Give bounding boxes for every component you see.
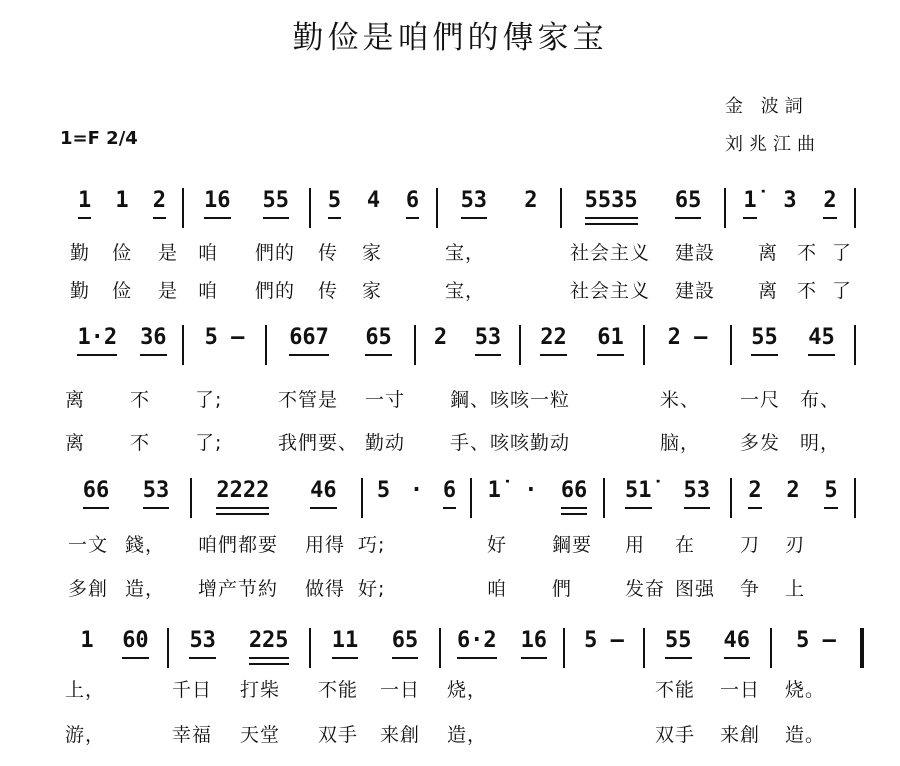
lyric-segment: 不 <box>130 389 151 411</box>
note-group: 4 <box>366 188 381 213</box>
lyric-segment: 造， <box>447 724 488 746</box>
key-signature: 1=F 2/4 <box>60 128 138 149</box>
lyric-segment: 上 <box>785 578 806 600</box>
lyric-segment: 們 <box>552 578 573 600</box>
measure <box>66 325 178 365</box>
barline <box>563 628 565 668</box>
measure <box>525 325 639 365</box>
lyric-segment: 多創 <box>68 578 109 600</box>
note-group: 16 <box>204 188 231 219</box>
note-group: 667 <box>289 325 329 356</box>
measure <box>66 628 163 668</box>
barline <box>414 325 416 365</box>
note-group: 1 <box>115 188 129 213</box>
lyric-segment: 建設 <box>675 280 716 302</box>
lyric-segment: 勤动 <box>365 432 406 454</box>
note-group: 5 — <box>584 628 624 653</box>
lyrics-verse-2 <box>0 276 900 306</box>
barline <box>265 325 267 365</box>
lyric-segment: 做得 <box>305 578 346 600</box>
note-group: 5 — <box>204 325 245 350</box>
note-group: 60 <box>122 628 149 659</box>
lyric-segment: 了 <box>832 280 853 302</box>
note-group: 1 <box>78 188 91 219</box>
staff-row <box>0 478 900 524</box>
note-group: 36 <box>140 325 167 356</box>
measure <box>609 478 726 518</box>
barline <box>439 628 441 668</box>
composer-credit: 刘兆江曲 <box>725 134 821 155</box>
note-group: 2 <box>748 478 761 509</box>
barline <box>309 628 311 668</box>
lyrics-verse-2 <box>0 720 900 750</box>
lyric-segment: 传 <box>318 242 339 264</box>
lyric-segment: 好; <box>358 578 386 600</box>
lyric-segment: 离 <box>758 280 779 302</box>
lyric-segment: 俭 <box>112 242 133 264</box>
measure <box>173 628 305 668</box>
lyric-segment: 离 <box>65 432 86 454</box>
note-group: 65 <box>392 628 419 659</box>
lyric-segment: 是 <box>158 242 179 264</box>
barline <box>560 188 562 228</box>
lyric-segment: 用得 <box>305 534 346 556</box>
lyric-segment: 巧; <box>358 534 386 556</box>
lyric-segment: 勤 <box>70 280 91 302</box>
barline <box>361 478 363 518</box>
note-group: 225 <box>249 628 289 659</box>
note-group: 46 <box>724 628 751 659</box>
staff-row <box>0 325 900 371</box>
measure <box>315 188 432 228</box>
barline <box>182 325 184 365</box>
lyric-segment: 手、咳咳 <box>450 432 531 454</box>
note-group: 11 <box>332 628 359 659</box>
lyric-segment: 一尺 <box>740 389 781 411</box>
note-group: 2222 <box>216 478 269 509</box>
lyric-segment: 一文 <box>68 534 109 556</box>
lyric-segment: 游， <box>65 724 106 746</box>
lyric-segment: 了; <box>195 432 223 454</box>
lyric-segment: 了 <box>832 242 853 264</box>
note-group: 45 <box>808 325 835 356</box>
lyric-segment: 在 <box>675 534 696 556</box>
measure <box>649 628 766 668</box>
barline <box>730 478 732 518</box>
note-group: 16 <box>521 628 548 659</box>
note-group: 2 <box>786 478 800 503</box>
lyric-segment: 双手 <box>318 724 359 746</box>
note-group: 5 — <box>796 628 836 653</box>
measure <box>315 628 435 668</box>
lyric-segment: 咱 <box>198 242 219 264</box>
note-group: 66 <box>83 478 110 509</box>
lyrics-verse-1 <box>0 675 900 705</box>
lyric-segment: 一日 <box>380 679 421 701</box>
lyric-segment: 不 <box>797 280 818 302</box>
lyric-segment: 用 <box>625 534 646 556</box>
lyric-segment: 不能 <box>655 679 696 701</box>
lyric-segment: 天堂 <box>240 724 281 746</box>
measure <box>188 325 261 365</box>
lyric-segment: 不 <box>797 242 818 264</box>
note-group: 5 <box>824 478 837 509</box>
note-group: 22 <box>540 325 567 356</box>
barline <box>182 188 184 228</box>
lyric-segment: 錢， <box>125 534 166 556</box>
lyric-segment: 咱們都要 <box>198 534 279 556</box>
note-group: 65 <box>365 325 392 356</box>
lyric-segment: 打柴 <box>240 679 281 701</box>
lyric-segment: 双手 <box>655 724 696 746</box>
note-group: 53 <box>189 628 216 659</box>
barline <box>770 628 772 668</box>
lyric-segment: 社会主义 <box>570 242 651 264</box>
measure <box>188 188 305 228</box>
lyric-segment: 幸福 <box>172 724 213 746</box>
lyric-segment: 来創 <box>720 724 761 746</box>
lyric-segment: 脑， <box>660 432 701 454</box>
lyric-segment: 建設 <box>675 242 716 264</box>
measure <box>736 325 850 365</box>
lyric-segment: 刀 <box>740 534 761 556</box>
lyric-segment: 不管是 <box>278 389 339 411</box>
lyric-segment: 发奋 <box>625 578 666 600</box>
lyric-segment: 我們要、 <box>278 432 359 454</box>
final-barline <box>860 628 864 668</box>
measure <box>66 188 178 228</box>
measure <box>776 628 856 668</box>
lyric-segment: 宝， <box>445 242 486 264</box>
note-group: 55 <box>665 628 692 659</box>
lyric-segment: 烧。 <box>785 679 826 701</box>
lyrics-verse-1 <box>0 530 900 560</box>
note-group: 2 <box>823 188 836 219</box>
barline <box>854 325 856 365</box>
lyric-segment: 家 <box>362 280 383 302</box>
note-group: 2 <box>433 325 448 350</box>
note-group: 53 <box>684 478 711 509</box>
note-group: 1̇ <box>743 188 756 219</box>
lyric-segment: 俭 <box>112 280 133 302</box>
measure <box>476 478 599 518</box>
barline <box>643 628 645 668</box>
lyric-segment: 传 <box>318 280 339 302</box>
lyric-segment: 是 <box>158 280 179 302</box>
note-group: 61 <box>597 325 624 356</box>
measure <box>271 325 410 365</box>
measure <box>196 478 357 518</box>
lyric-segment: 家 <box>362 242 383 264</box>
lyrics-verse-1 <box>0 385 900 415</box>
barline <box>436 188 438 228</box>
barline <box>643 325 645 365</box>
measure <box>420 325 515 365</box>
barline <box>309 188 311 228</box>
lyric-segment: 离 <box>65 389 86 411</box>
measure <box>730 188 850 228</box>
lyric-segment: 米、 <box>660 389 701 411</box>
lyric-segment: 咱 <box>198 280 219 302</box>
note-group: 6 <box>443 478 456 509</box>
note-group: 1·2 <box>77 325 117 356</box>
barline <box>603 478 605 518</box>
note-group: 51̇ <box>625 478 652 509</box>
lyric-segment: 勤 <box>70 242 91 264</box>
barline <box>730 325 732 365</box>
note-group: 53 <box>143 478 170 509</box>
lyric-segment: 宝， <box>445 280 486 302</box>
lyric-segment: 刃 <box>785 534 806 556</box>
lyric-segment: 图强 <box>675 578 716 600</box>
lyric-segment: 鋼、咳咳 <box>450 389 531 411</box>
note-group: 53 <box>461 188 488 219</box>
lyric-segment: 一日 <box>720 679 761 701</box>
measure <box>367 478 466 518</box>
measure <box>569 628 639 668</box>
note-group: 46 <box>310 478 337 509</box>
staff-row <box>0 628 900 674</box>
barline <box>167 628 169 668</box>
lyric-segment: 布、 <box>800 389 841 411</box>
measure <box>736 478 850 518</box>
lyric-segment: 咱 <box>487 578 508 600</box>
lyric-segment: 一寸 <box>365 389 406 411</box>
lyric-segment: 离 <box>758 242 779 264</box>
note-group: 2 <box>153 188 166 219</box>
lyric-segment: 不 <box>130 432 151 454</box>
barline <box>190 478 192 518</box>
lyricist-credit: 金 波詞 <box>725 96 809 117</box>
lyric-segment: 千日 <box>172 679 213 701</box>
note-group: 6·2 <box>457 628 497 659</box>
lyric-segment: 不能 <box>318 679 359 701</box>
note-group: 55 <box>751 325 778 356</box>
barline <box>724 188 726 228</box>
lyric-segment: 明， <box>800 432 841 454</box>
lyrics-verse-2 <box>0 428 900 458</box>
lyric-segment: 造， <box>125 578 166 600</box>
note-group: 66 <box>561 478 588 509</box>
lyric-segment: 社会主义 <box>570 280 651 302</box>
note-group: 65 <box>675 188 702 219</box>
lyric-segment: 一粒 <box>530 389 571 411</box>
measure <box>445 628 559 668</box>
lyric-segment: 造。 <box>785 724 826 746</box>
barline <box>854 478 856 518</box>
note-group: 5535 <box>585 188 638 219</box>
lyric-segment: 上， <box>65 679 106 701</box>
staff-row <box>0 188 900 234</box>
barline <box>854 188 856 228</box>
barline <box>519 325 521 365</box>
measure <box>566 188 720 228</box>
lyric-segment: 争 <box>740 578 761 600</box>
lyric-segment: 多发 <box>740 432 781 454</box>
note-group: 1 <box>80 628 94 653</box>
measure <box>66 478 186 518</box>
note-group: 1̇ <box>487 478 501 503</box>
lyric-segment: 鋼要 <box>552 534 593 556</box>
lyric-segment: 好 <box>487 534 508 556</box>
lyric-segment: 增产节約 <box>198 578 279 600</box>
measure <box>649 325 726 365</box>
lyrics-verse-2 <box>0 574 900 604</box>
lyric-segment: 們的 <box>255 280 296 302</box>
note-group: 5 <box>328 188 341 219</box>
note-group: · <box>524 478 538 503</box>
lyric-segment: 勤动 <box>530 432 571 454</box>
lyric-segment: 来創 <box>380 724 421 746</box>
note-group: · <box>409 478 424 503</box>
lyric-segment: 了; <box>195 389 223 411</box>
note-group: 6 <box>406 188 419 219</box>
barline <box>470 478 472 518</box>
measure <box>442 188 556 228</box>
song-title: 勤俭是咱們的傳家宝 <box>292 20 608 56</box>
lyrics-verse-1 <box>0 238 900 268</box>
note-group: 55 <box>263 188 290 219</box>
lyric-segment: 們的 <box>255 242 296 264</box>
note-group: 2 <box>524 188 538 213</box>
lyric-segment: 烧， <box>447 679 488 701</box>
note-group: 5 <box>376 478 391 503</box>
note-group: 3 <box>783 188 797 213</box>
note-group: 53 <box>475 325 502 356</box>
note-group: 2 — <box>667 325 708 350</box>
